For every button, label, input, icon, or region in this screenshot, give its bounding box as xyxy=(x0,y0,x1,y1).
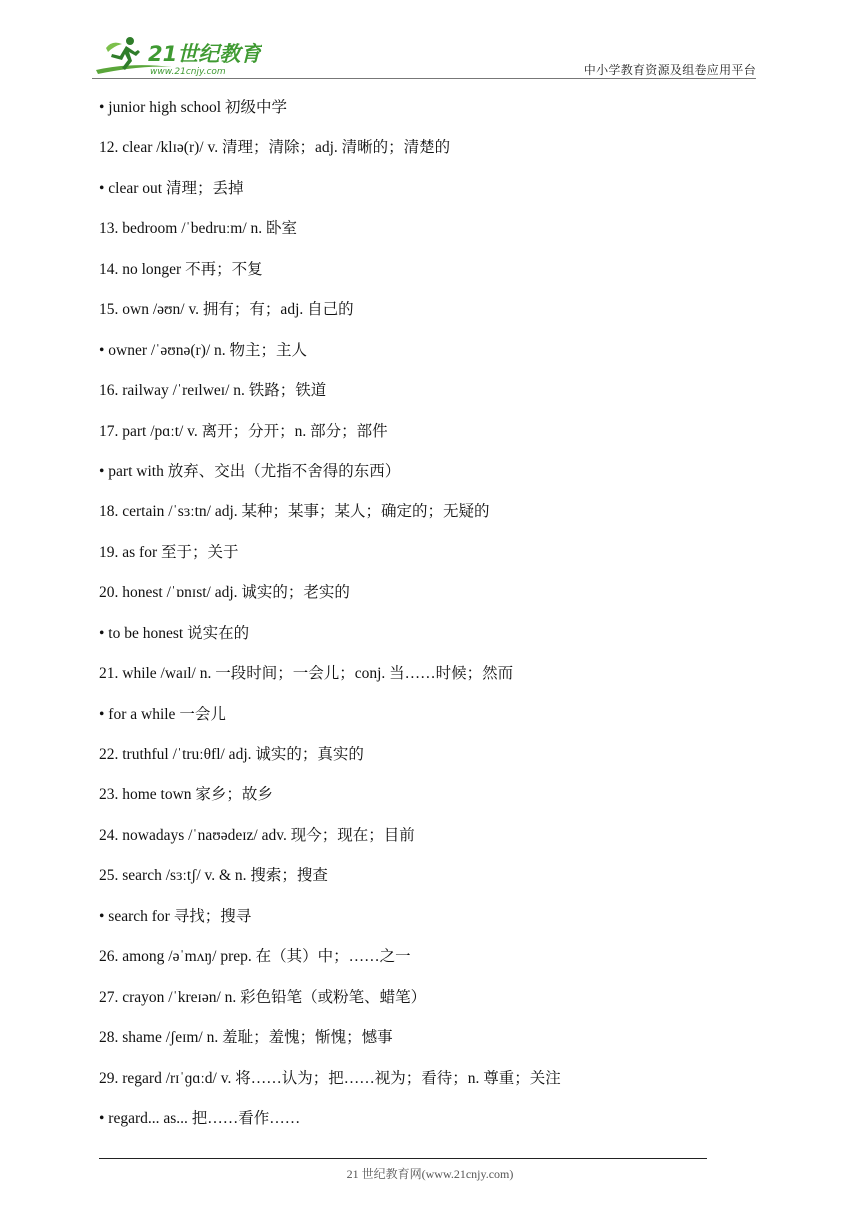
vocab-entry: 15. own /əʊn/ v. 拥有；有；adj. 自己的 xyxy=(99,301,354,319)
vocab-entry: 20. honest /ˈɒnɪst/ adj. 诚实的；老实的 xyxy=(99,584,350,602)
vocab-entry: 17. part /pɑːt/ v. 离开；分开；n. 部分；部件 xyxy=(99,422,388,440)
vocab-entry: 22. truthful /ˈtruːθfl/ adj. 诚实的；真实的 xyxy=(99,746,364,763)
logo-url: www.21cnjy.com xyxy=(150,67,226,77)
site-logo[interactable] xyxy=(92,34,262,78)
vocab-entry: 25. search /sɜːtʃ/ v. & n. 搜索；搜查 xyxy=(99,867,328,885)
page-header xyxy=(92,34,756,80)
vocab-entry: 12. clear /klɪə(r)/ v. 清理；清除；adj. 清晰的；清楚的 xyxy=(99,139,451,157)
vocab-entry: 19. as for 至于；关于 xyxy=(99,543,239,561)
vocab-entry: 29. regard /rɪˈɡɑːd/ v. 将……认为；把……视为；看待；n. 尊重；关注 xyxy=(99,1069,561,1087)
vocab-entry: 28. shame /ʃeɪm/ n. 羞耻；羞愧；惭愧；憾事 xyxy=(99,1029,393,1047)
runner-logo-icon xyxy=(92,34,262,78)
vocab-entry: • part with 放弃、交出（尤指不舍得的东西） xyxy=(99,462,401,480)
vocab-entry: 23. home town 家乡；故乡 xyxy=(99,786,273,804)
vocab-entry: • regard... as... 把……看作…… xyxy=(99,1109,301,1127)
logo-text: 21世纪教育 xyxy=(148,42,262,66)
vocab-entry: 26. among /əˈmʌŋ/ prep. 在（其）中；……之一 xyxy=(99,948,411,966)
vocab-entry: 16. railway /ˈreɪlweɪ/ n. 铁路；铁道 xyxy=(99,382,327,400)
vocab-entry: 13. bedroom /ˈbedruːm/ n. 卧室 xyxy=(99,220,298,238)
vocab-entry: 18. certain /ˈsɜːtn/ adj. 某种；某事；某人；确定的；无疑的 xyxy=(99,503,490,521)
vocab-entry: 14. no longer 不再；不复 xyxy=(99,260,263,278)
vocab-entry: • junior high school 初级中学 xyxy=(99,99,287,116)
vocab-entry: 24. nowadays /ˈnaʊədeɪz/ adv. 现今；现在；目前 xyxy=(99,826,415,844)
vocab-entry: • to be honest 说实在的 xyxy=(99,624,250,642)
vocab-entry: • for a while 一会儿 xyxy=(99,705,226,723)
platform-tagline: 中小学教育资源及组卷应用平台 xyxy=(583,63,756,77)
vocabulary-list xyxy=(99,94,739,1145)
vocab-entry: • owner /ˈəʊnə(r)/ n. 物主；主人 xyxy=(99,341,308,359)
footer-link[interactable]: 21 世纪教育网(www.21cnjy.com) xyxy=(346,1167,514,1181)
footer-divider xyxy=(99,1158,707,1159)
header-divider xyxy=(92,78,756,79)
vocab-entry: • clear out 清理；丢掉 xyxy=(99,179,244,197)
vocab-entry: 21. while /waɪl/ n. 一段时间；一会儿；conj. 当……时候；然而 xyxy=(99,665,514,683)
vocab-entry: 27. crayon /ˈkreɪən/ n. 彩色铅笔（或粉笔、蜡笔） xyxy=(99,988,427,1006)
vocab-entry: • search for 寻找；搜寻 xyxy=(99,907,252,925)
